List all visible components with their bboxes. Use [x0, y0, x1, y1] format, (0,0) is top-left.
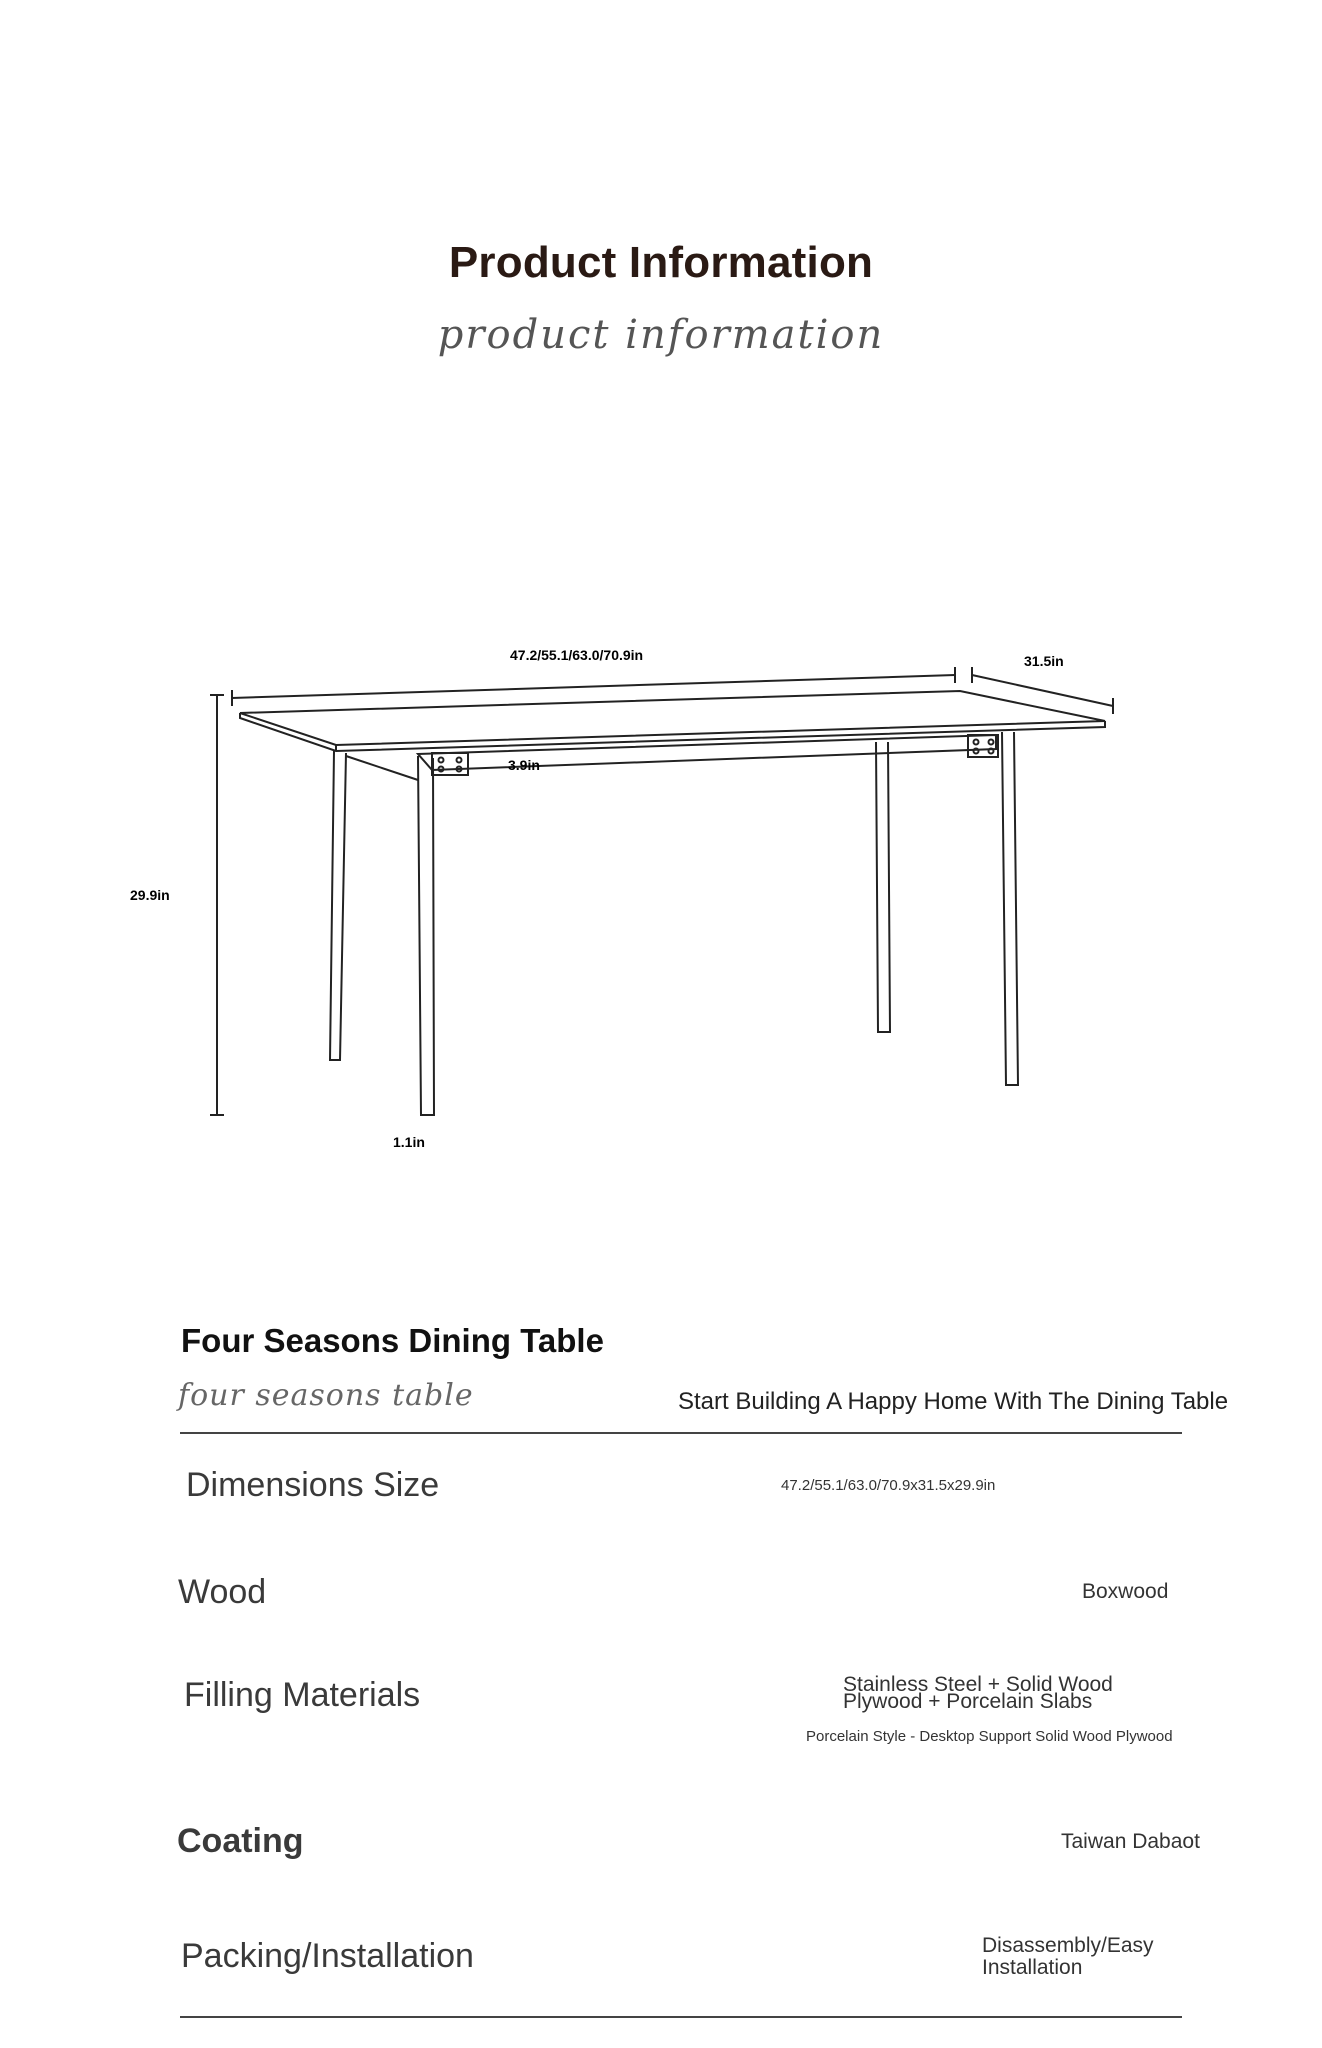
- spec-note-filling: Porcelain Style - Desktop Support Solid Wood Plywood: [806, 1728, 1173, 1745]
- spec-value-filling-line2: Plywood + Porcelain Slabs: [843, 1690, 1093, 1713]
- spec-value-wood: Boxwood: [1082, 1580, 1169, 1603]
- divider: [180, 1432, 1182, 1434]
- page-title: Product Information: [448, 238, 874, 287]
- product-tagline: Start Building A Happy Home With The Dining Table: [678, 1388, 1229, 1415]
- spec-value-coating: Taiwan Dabaot: [1061, 1830, 1200, 1853]
- spec-label-filling: Filling Materials: [184, 1676, 421, 1714]
- width-dimension-label: 47.2/55.1/63.0/70.9in: [510, 647, 644, 663]
- spec-value-packing-line1: Disassembly/Easy: [982, 1934, 1154, 1957]
- depth-dimension-line: [972, 675, 1113, 706]
- height-dimension-label: 29.9in: [130, 887, 170, 903]
- table-dimension-drawing: [0, 620, 1322, 1180]
- table-leg: [876, 742, 890, 1032]
- spec-label-coating: Coating: [177, 1822, 304, 1860]
- depth-dimension-label: 31.5in: [1024, 653, 1064, 669]
- table-leg: [1002, 732, 1018, 1085]
- spec-value-packing-line2: Installation: [982, 1956, 1083, 1979]
- table-top: [240, 691, 1105, 745]
- page-script-subtitle: product information: [437, 312, 885, 358]
- product-name: Four Seasons Dining Table: [181, 1322, 604, 1359]
- leg-bracket: [432, 753, 468, 775]
- spec-label-wood: Wood: [178, 1573, 267, 1611]
- apron-dimension-label: 3.9in: [508, 757, 540, 773]
- divider: [180, 2016, 1182, 2018]
- leg-dimension-label: 1.1in: [393, 1134, 425, 1150]
- leg-bracket: [968, 735, 998, 757]
- spec-value-dimensions: 47.2/55.1/63.0/70.9x31.5x29.9in: [781, 1477, 996, 1494]
- spec-value-filling-line1: Stainless Steel + Solid Wood: [843, 1673, 1113, 1696]
- spec-label-packing: Packing/Installation: [181, 1937, 474, 1975]
- spec-label-dimensions: Dimensions Size: [186, 1466, 440, 1504]
- table-leg: [330, 751, 346, 1060]
- product-script-name: four seasons table: [178, 1378, 474, 1413]
- table-leg: [418, 756, 434, 1115]
